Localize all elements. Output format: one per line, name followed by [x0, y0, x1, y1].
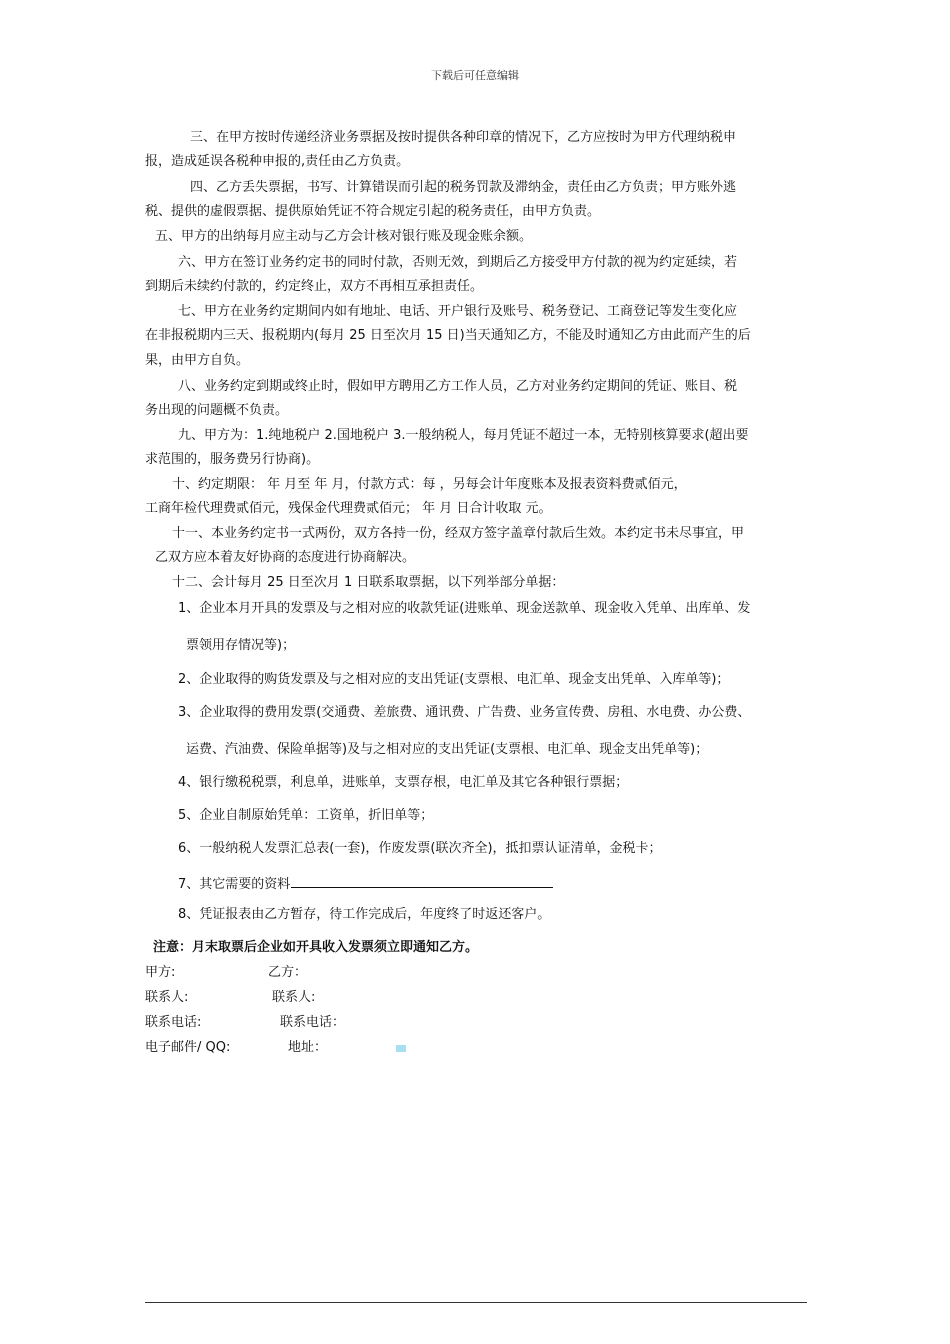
clause-5: 五、甲方的出纳每月应主动与乙方会计核对银行账及现金账余额。	[155, 229, 533, 244]
page-header: 下载后可任意编辑	[431, 69, 519, 82]
item-1-line-1: 1、企业本月开具的发票及与之相对应的收款凭证(进账单、现金送款单、现金收入凭单、出库单、发	[178, 601, 751, 616]
clause-6-line-1: 六、甲方在签订业务约定书的同时付款，否则无效，到期后乙方接受甲方付款的视为约定延续，若	[178, 255, 738, 270]
footer-rule	[145, 1302, 807, 1303]
highlight-marker	[396, 1045, 406, 1052]
clause-8-line-2: 务出现的问题概不负责。	[145, 403, 289, 418]
contact-b-label: 联系人:	[272, 990, 316, 1005]
contact-a-label: 联系人:	[145, 990, 189, 1005]
phone-a-label: 联系电话:	[145, 1015, 202, 1030]
item-3-line-2: 运费、汽油费、保险单据等)及与之相对应的支出凭证(支票根、电汇单、现金支出凭单等)；	[186, 742, 709, 757]
item-7	[178, 874, 553, 893]
clause-3-line-1: 三、在甲方按时传递经济业务票据及按时提供各种印章的情况下，乙方应按时为甲方代理纳税申	[190, 130, 737, 145]
party-a-label: 甲方:	[145, 965, 176, 980]
clause-4-line-1: 四、乙方丢失票据，书写、计算错误而引起的税务罚款及滞纳金，责任由乙方负责；甲方账外逃	[190, 180, 737, 195]
clause-10-line-2: 工商年检代理费贰佰元，残保金代理费贰佰元； 年 月 日合计收取 元。	[145, 501, 552, 516]
clause-6-line-2: 到期后未续约付款的，约定终止，双方不再相互承担责任。	[145, 279, 484, 294]
clause-7-line-3: 果，由甲方自负。	[145, 353, 250, 368]
clause-8-line-1: 八、业务约定到期或终止时，假如甲方聘用乙方工作人员，乙方对业务约定期间的凭证、账目、税	[178, 379, 738, 394]
item-5: 5、企业自制原始凭单：工资单，折旧单等；	[178, 808, 434, 823]
address-label: 地址：	[288, 1040, 328, 1055]
clause-7-line-2: 在非报税期内三天、报税期内(每月 25 日至次月 15 日)当天通知乙方，不能及时通知乙方由此而产生的后	[145, 328, 751, 343]
clause-4-line-2: 税、提供的虚假票据、提供原始凭证不符合规定引起的税务责任，由甲方负责。	[145, 204, 601, 219]
clause-7-line-1: 七、甲方在业务约定期间内如有地址、电话、开户银行及账号、税务登记、工商登记等发生变化应	[178, 304, 738, 319]
item-7-label: 7、其它需要的资料	[178, 877, 291, 892]
item-1-line-2: 票领用存情况等)；	[186, 638, 296, 653]
item-4: 4、银行缴税税票，利息单，进账单，支票存根，电汇单及其它各种银行票据；	[178, 775, 629, 790]
phone-b-label: 联系电话：	[280, 1015, 346, 1030]
clause-12-intro: 十二、会计每月 25 日至次月 1 日联系取票据，以下列举部分单据：	[172, 575, 565, 590]
item-3-line-1: 3、企业取得的费用发票(交通费、差旅费、通讯费、广告费、业务宣传费、房租、水电费、办公费、	[178, 705, 751, 720]
item-6: 6、一般纳税人发票汇总表(一套)，作废发票(联次齐全)，抵扣票认证清单，金税卡；	[178, 841, 662, 856]
clause-9-line-1: 九、甲方为：1.纯地税户 2.国地税户 3.一般纳税人，每月凭证不超过一本，无特别核算要求(超出要	[178, 428, 749, 443]
item-8: 8、凭证报表由乙方暂存，待工作完成后，年度终了时返还客户。	[178, 907, 551, 922]
item-7-blank-line	[291, 874, 553, 888]
clause-3-line-2: 报，造成延误各税种申报的,责任由乙方负责。	[145, 154, 410, 169]
party-b-label: 乙方：	[268, 965, 308, 980]
clause-11-line-2: 乙双方应本着友好协商的态度进行协商解决。	[155, 550, 416, 565]
clause-11-line-1: 十一、本业务约定书一式两份，双方各持一份，经双方签字盖章付款后生效。本约定书未尽事宜，甲	[172, 526, 745, 541]
email-label: 电子邮件/ QQ:	[145, 1040, 231, 1055]
item-2: 2、企业取得的购货发票及与之相对应的支出凭证(支票根、电汇单、现金支出凭单、入库单等)；	[178, 672, 730, 687]
clause-10-line-1: 十、约定期限： 年 月至 年 月，付款方式：每 ，另每会计年度账本及报表资料费贰佰元，	[172, 477, 687, 492]
clause-9-line-2: 求范围的，服务费另行协商)。	[145, 452, 320, 467]
notice-text: 注意：月末取票后企业如开具收入发票须立即通知乙方。	[153, 940, 479, 955]
